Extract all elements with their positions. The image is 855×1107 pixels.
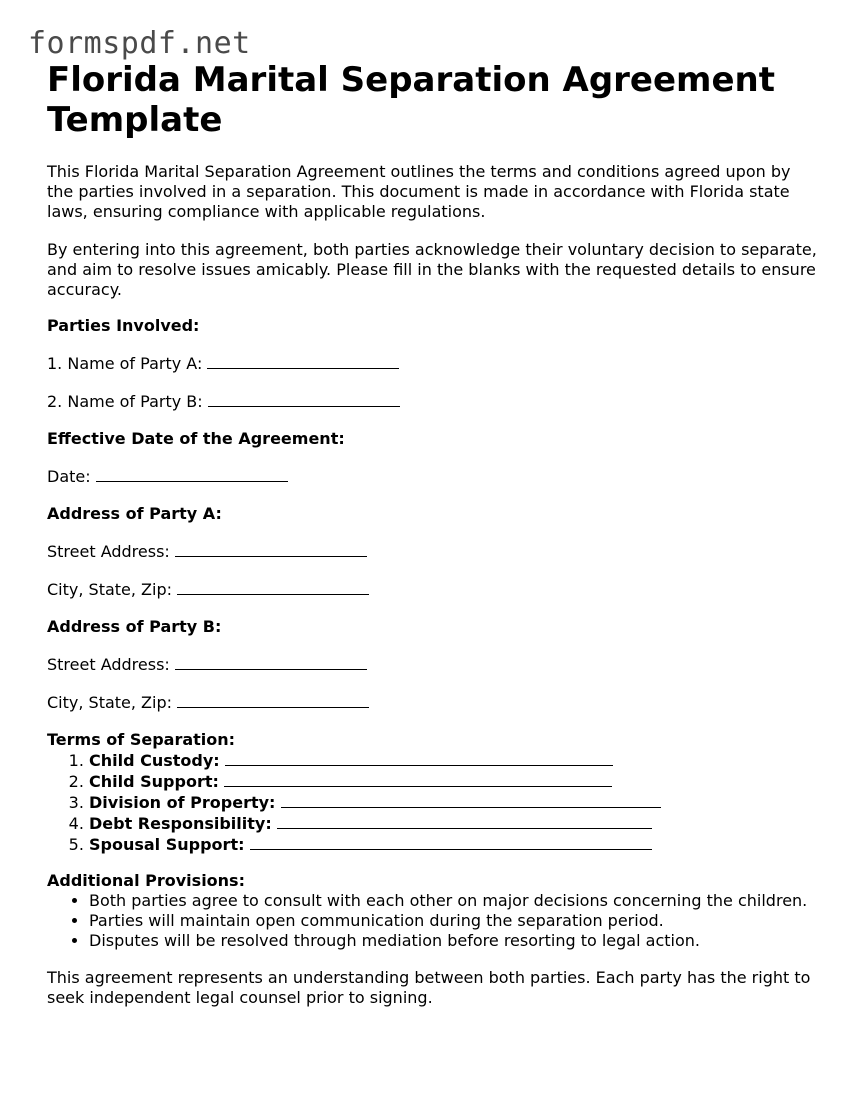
address-a-city-row xyxy=(47,579,817,600)
terms-list xyxy=(47,750,817,855)
address-b-street-label: Street Address: xyxy=(47,655,170,674)
intro-paragraph-2: By entering into this agreement, both parties acknowledge their voluntary decision to separate, and aim to resolve issues amicably. Please fill in the blanks with the requested details to ensure accuracy. xyxy=(47,240,817,299)
watermark: formspdf.net xyxy=(28,26,251,61)
party-a-field[interactable] xyxy=(207,353,399,369)
debt-responsibility-field[interactable] xyxy=(277,813,652,829)
address-a-street-label: Street Address: xyxy=(47,542,170,561)
terms-heading: Terms of Separation: xyxy=(47,730,236,749)
term-item-division-property xyxy=(89,792,817,813)
page-title: Florida Marital Separation Agreement Template xyxy=(47,60,775,140)
term-item-debt-responsibility xyxy=(89,813,817,834)
address-a-street-row xyxy=(47,541,817,562)
address-a-city-field[interactable] xyxy=(177,579,369,595)
intro-paragraph-1: This Florida Marital Separation Agreement outlines the terms and conditions agreed upon by the parties involved in a separation. This document is made in accordance with Florida state laws, ensuring compliance with applicable regulations. xyxy=(47,162,791,221)
address-a-heading: Address of Party A: xyxy=(47,504,222,523)
child-support-field[interactable] xyxy=(224,771,612,787)
address-b-street-row xyxy=(47,654,817,675)
provisions-list xyxy=(47,891,817,951)
address-b-heading: Address of Party B: xyxy=(47,617,222,636)
provision-item: • Parties will maintain open communication during the separation period. xyxy=(89,911,817,931)
term-label: Debt Responsibility: xyxy=(89,814,272,833)
document-page xyxy=(47,60,817,1008)
child-custody-field[interactable] xyxy=(225,750,613,766)
term-item-spousal-support xyxy=(89,834,817,855)
term-label: Division of Property: xyxy=(89,793,276,812)
party-a-row xyxy=(47,353,817,374)
address-b-city-row xyxy=(47,692,817,713)
provision-item: • Both parties agree to consult with each other on major decisions concerning the children. xyxy=(89,891,817,911)
term-label: Spousal Support: xyxy=(89,835,245,854)
address-b-city-label: City, State, Zip: xyxy=(47,693,173,712)
date-label: Date: xyxy=(47,467,91,486)
address-b-street-field[interactable] xyxy=(175,654,367,670)
provision-item: • Disputes will be resolved through mediation before resorting to legal action. xyxy=(89,931,817,951)
party-b-field[interactable] xyxy=(208,391,400,407)
term-label: Child Support: xyxy=(89,772,219,791)
division-property-field[interactable] xyxy=(281,792,661,808)
parties-heading: Parties Involved: xyxy=(47,316,200,335)
address-a-city-label: City, State, Zip: xyxy=(47,580,173,599)
address-a-street-field[interactable] xyxy=(175,541,367,557)
date-row xyxy=(47,466,817,487)
closing-paragraph: This agreement represents an understanding between both parties. Each party has the right to seek independent legal counsel prior to signing. xyxy=(47,968,811,1007)
party-b-row xyxy=(47,391,817,412)
provisions-heading: Additional Provisions: xyxy=(47,871,245,890)
party-a-label: 1. Name of Party A: xyxy=(47,354,203,373)
term-label: Child Custody: xyxy=(89,751,220,770)
address-b-city-field[interactable] xyxy=(177,692,369,708)
effective-date-heading: Effective Date of the Agreement: xyxy=(47,429,345,448)
date-field[interactable] xyxy=(96,466,288,482)
term-item-child-custody xyxy=(89,750,817,771)
spousal-support-field[interactable] xyxy=(250,834,652,850)
term-item-child-support xyxy=(89,771,817,792)
party-b-label: 2. Name of Party B: xyxy=(47,392,203,411)
